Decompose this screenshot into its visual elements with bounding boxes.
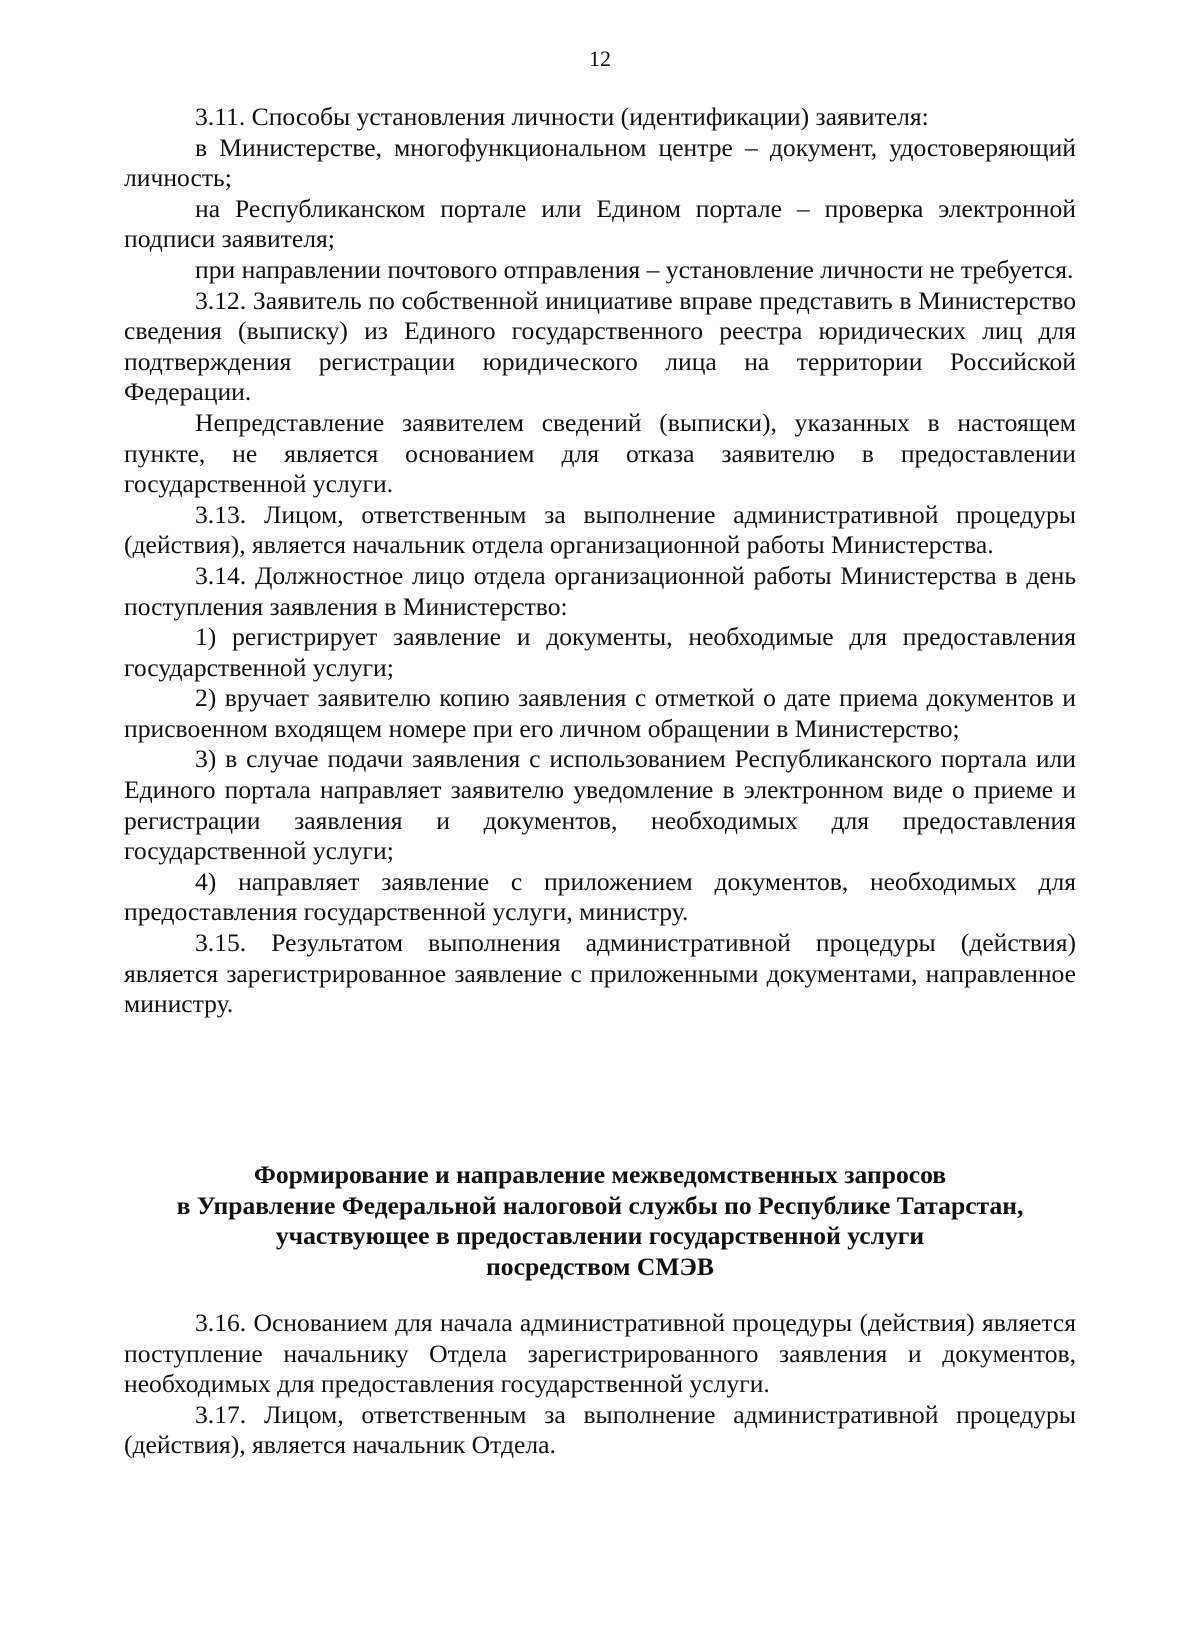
paragraph-3-16: 3.16. Основанием для начала административной процедуры (действия) является поступление начальнику Отдела зарегистрированного заявления и документов, необходимых для предоставления государственной услуги. <box>124 1308 1076 1399</box>
paragraph-3-11: 3.11. Способы установления личности (идентификации) заявителя: <box>195 102 929 131</box>
paragraph-3-17: 3.17. Лицом, ответственным за выполнение административной процедуры (действия), является начальник Отдела. <box>124 1399 1076 1460</box>
heading-line-4: посредством СМЭВ <box>486 1251 714 1281</box>
list-item-1: 1) регистрирует заявление и документы, необходимые для предоставления государственной услуги; <box>124 622 1076 682</box>
paragraph-portal-identification: на Республиканском портале или Едином портале – проверка электронной подписи заявителя; <box>124 193 1076 254</box>
list-item-2: 2) вручает заявителю копию заявления с отметкой о дате приема документов и присвоенном входящем номере при его личном обращении в Министерство; <box>124 683 1076 743</box>
page-number: 12 <box>589 46 611 71</box>
paragraph-ministry-identification: в Министерстве, многофункциональном центре – документ, удостоверяющий личность; <box>124 132 1076 193</box>
paragraph-non-submission: Непредставление заявителем сведений (выписки), указанных в настоящем пункте, не является основанием для отказа заявителю в предоставлении государственной услуги. <box>124 407 1076 499</box>
section-heading <box>124 1160 1076 1282</box>
list-item-3: 3) в случае подачи заявления с использованием Республиканского портала или Единого портала направляет заявителю уведомление в электронном виде о приеме и регистрации заявления и документов, необходимых для предоставления государственной услуги; <box>124 744 1076 866</box>
paragraph-3-13: 3.13. Лицом, ответственным за выполнение административной процедуры (действия), является начальник отдела организационной работы Министерства. <box>124 499 1076 560</box>
paragraph-postal-identification: при направлении почтового отправления – установление личности не требуется. <box>195 254 1074 284</box>
heading-line-1: Формирование и направление межведомственных запросов <box>253 1160 947 1189</box>
paragraph-3-15: 3.15. Результатом выполнения административной процедуры (действия) является зарегистрированное заявление с приложенными документами, направленное министру. <box>124 928 1076 1019</box>
heading-line-2: в Управление Федеральной налоговой службы по Республике Татарстан, <box>176 1190 1024 1220</box>
body-text-section-1 <box>124 102 1076 1020</box>
list-item-4: 4) направляет заявление с приложением документов, необходимых для предоставления государственной услуги, министру. <box>124 866 1076 927</box>
paragraph-3-12: 3.12. Заявитель по собственной инициативе вправе представить в Министерство сведения (выписку) из Единого государственного реестра юридических лиц для подтверждения регистрации юридического лица на территории Российской Федерации. <box>124 285 1076 407</box>
heading-line-3: участвующее в предоставлении государственной услуги <box>275 1221 925 1251</box>
paragraph-3-14: 3.14. Должностное лицо отдела организационной работы Министерства в день поступления заявления в Министерство: <box>124 560 1076 621</box>
body-text-section-2 <box>124 1308 1076 1461</box>
